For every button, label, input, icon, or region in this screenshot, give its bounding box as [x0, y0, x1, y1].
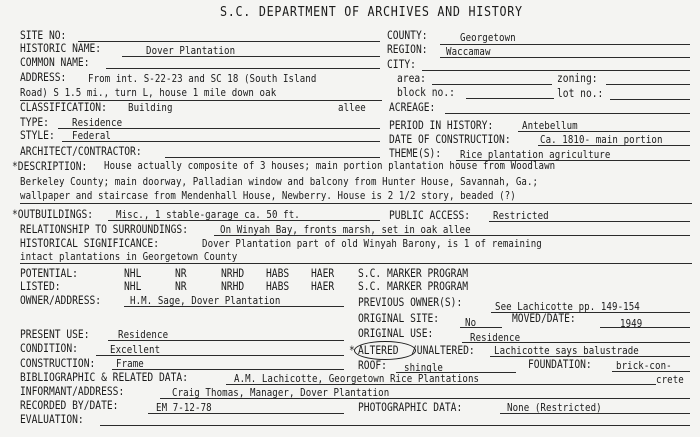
photographic-line — [500, 413, 690, 414]
foundation-label: FOUNDATION: — [528, 358, 592, 371]
lot-no-label: lot no.: — [557, 87, 604, 100]
potential-nhl: NHL — [124, 267, 142, 280]
bibliographic-line — [226, 384, 656, 385]
outbuildings-line — [108, 220, 380, 221]
architect-label: ARCHITECT/CONTRACTOR: — [20, 145, 142, 158]
city-line — [422, 70, 690, 71]
description-line3: wallpaper and staircase from Mendenhall House, Newberry. House is 2 1/2 story, beaded (?) — [20, 190, 516, 202]
type-value: Residence — [72, 117, 123, 129]
potential-sc-marker: S.C. MARKER PROGRAM — [358, 267, 469, 280]
potential-haer: HAER — [311, 267, 335, 280]
listed-nrhd: NRHD — [221, 280, 245, 293]
region-value: Waccamaw — [446, 46, 491, 58]
construction-line — [112, 369, 344, 370]
public-access-value: Restricted — [493, 210, 549, 222]
period-line — [518, 131, 690, 132]
moved-date-label: MOVED/DATE: — [512, 312, 576, 325]
significance-line2: intact plantations in Georgetown County — [20, 251, 238, 263]
area-line — [432, 84, 552, 85]
owner-line — [124, 306, 344, 307]
listed-haer: HAER — [311, 280, 335, 293]
common-name-line — [106, 68, 380, 69]
bibliographic-label: BIBLIOGRAPHIC & RELATED DATA: — [20, 371, 188, 384]
condition-value: Excellent — [110, 344, 161, 356]
informant-value: Craig Thomas, Manager, Dover Plantation — [172, 387, 390, 399]
moved-date-line — [600, 327, 690, 328]
listed-habs: HABS — [266, 280, 290, 293]
style-value: Federal — [72, 130, 112, 142]
informant-line — [160, 398, 690, 399]
relationship-value: On Winyah Bay, fronts marsh, set in oak allee — [220, 224, 471, 236]
unaltered-label: /UNALTERED: — [411, 344, 475, 357]
style-line — [62, 141, 380, 142]
acreage-line — [445, 113, 690, 114]
date-construction-value: Ca. 1810- main portion — [540, 134, 663, 146]
construction-label: CONSTRUCTION: — [20, 357, 96, 370]
themes-label: THEME(S): — [389, 147, 442, 160]
bibliographic-value: A.M. Lachicotte, Georgetown Rice Plantations — [234, 373, 480, 385]
description-line1: House actually composite of 3 houses; main portion plantation house from Woodlawn — [104, 160, 556, 172]
listed-nhl: NHL — [124, 280, 142, 293]
address-line1: From int. S-22-23 and SC 18 (South Island — [88, 73, 317, 85]
historic-name-value: Dover Plantation — [146, 45, 236, 57]
block-no-label: block no.: — [397, 86, 455, 99]
roof-value: shingle — [404, 362, 444, 374]
potential-label: POTENTIAL: — [20, 267, 78, 280]
photographic-label: PHOTOGRAPHIC DATA: — [358, 401, 463, 414]
historic-name-label: HISTORIC NAME: — [20, 42, 102, 55]
address-line2: Road) S 1.5 mi., turn L, house 1 mile down oak — [20, 87, 277, 99]
county-value: Georgetown — [460, 32, 516, 44]
potential-nr: NR — [175, 267, 187, 280]
common-name-label: COMMON NAME: — [20, 56, 90, 69]
date-construction-label: DATE OF CONSTRUCTION: — [389, 133, 511, 146]
owner-label: OWNER/ADDRESS: — [20, 294, 102, 307]
region-line — [440, 57, 690, 58]
potential-nrhd: NRHD — [221, 267, 245, 280]
themes-value: Rice plantation agriculture — [460, 149, 611, 161]
foundation-value2: crete — [656, 374, 684, 386]
city-label: CITY: — [387, 58, 416, 71]
zoning-line — [606, 84, 690, 85]
roof-label: ROOF: — [358, 359, 387, 372]
altered-prefix: * — [349, 344, 355, 357]
style-label: STYLE: — [20, 129, 55, 142]
previous-owner-label: PREVIOUS OWNER(S): — [358, 296, 463, 309]
public-access-label: PUBLIC ACCESS: — [389, 209, 471, 222]
description-line2: Berkeley County; main doorway, Palladian window and balcony from Hunter House, Savannah, Ga.; — [20, 176, 539, 188]
construction-value: Frame — [116, 358, 144, 370]
address-allee: allee — [338, 102, 366, 114]
region-label: REGION: — [387, 43, 428, 56]
date-construction-line — [538, 145, 690, 146]
original-site-line — [460, 327, 502, 328]
potential-habs: HABS — [266, 267, 290, 280]
description-rule — [20, 203, 692, 204]
form-title: S.C. DEPARTMENT OF ARCHIVES AND HISTORY — [220, 5, 523, 20]
classification-label: CLASSIFICATION: — [20, 101, 107, 114]
significance-label: HISTORICAL SIGNIFICANCE: — [20, 237, 160, 250]
site-no-line — [78, 41, 380, 42]
county-line — [440, 44, 690, 45]
photographic-value: None (Restricted) — [507, 402, 602, 414]
lot-no-line — [610, 99, 690, 100]
zoning-label: zoning: — [557, 72, 598, 85]
altered-value: Lachicotte says balustrade — [494, 345, 639, 357]
relationship-label: RELATIONSHIP TO SURROUNDINGS: — [20, 223, 188, 236]
period-value: Antebellum — [522, 120, 578, 132]
evaluation-line — [100, 425, 690, 426]
foundation-value1: brick-con- — [616, 360, 672, 372]
present-use-value: Residence — [118, 329, 169, 341]
recorded-line — [148, 413, 344, 414]
original-use-line — [462, 342, 690, 343]
description-label: *DESCRIPTION: — [12, 160, 88, 173]
original-site-value: No — [465, 317, 477, 329]
public-access-line — [489, 221, 690, 222]
block-no-line — [466, 98, 554, 99]
foundation-line — [612, 371, 690, 372]
listed-nr: NR — [175, 280, 187, 293]
altered-word: ALTERED — [358, 344, 399, 357]
outbuildings-label: *OUTBUILDINGS: — [12, 208, 94, 221]
site-no-label: SITE NO: — [20, 29, 67, 42]
type-line — [58, 128, 380, 129]
recorded-value: EM 7-12-78 — [156, 402, 212, 414]
original-use-label: ORIGINAL USE: — [358, 327, 434, 340]
historic-name-line — [122, 56, 380, 57]
period-label: PERIOD IN HISTORY: — [389, 119, 494, 132]
area-label: area: — [397, 72, 426, 85]
outbuildings-value: Misc., 1 stable-garage ca. 50 ft. — [116, 209, 300, 221]
condition-label: CONDITION: — [20, 342, 78, 355]
address-label: ADDRESS: — [20, 71, 67, 84]
evaluation-label: EVALUATION: — [20, 413, 84, 426]
type-label: TYPE: — [20, 116, 49, 129]
original-use-value: Residence — [470, 332, 521, 344]
recorded-label: RECORDED BY/DATE: — [20, 399, 119, 412]
previous-owner-value: See Lachicotte pp. 149-154 — [495, 301, 640, 313]
present-use-label: PRESENT USE: — [20, 328, 90, 341]
owner-value: H.M. Sage, Dover Plantation — [130, 295, 281, 307]
architect-line — [165, 157, 380, 158]
significance-rule — [20, 263, 692, 264]
acreage-label: ACREAGE: — [389, 101, 436, 114]
altered-line — [490, 356, 690, 357]
relationship-line — [214, 235, 690, 236]
listed-label: LISTED: — [20, 280, 61, 293]
significance-line1: Dover Plantation part of old Winyah Barony, is 1 of remaining — [202, 238, 542, 250]
listed-sc-marker: S.C. MARKER PROGRAM — [358, 280, 469, 293]
original-site-label: ORIGINAL SITE: — [358, 312, 440, 325]
county-label: COUNTY: — [387, 29, 428, 42]
moved-date-value: 1949 — [620, 318, 643, 330]
present-use-line — [108, 340, 344, 341]
informant-label: INFORMANT/ADDRESS: — [20, 385, 125, 398]
classification-value: Building — [128, 102, 173, 114]
condition-line — [96, 355, 344, 356]
